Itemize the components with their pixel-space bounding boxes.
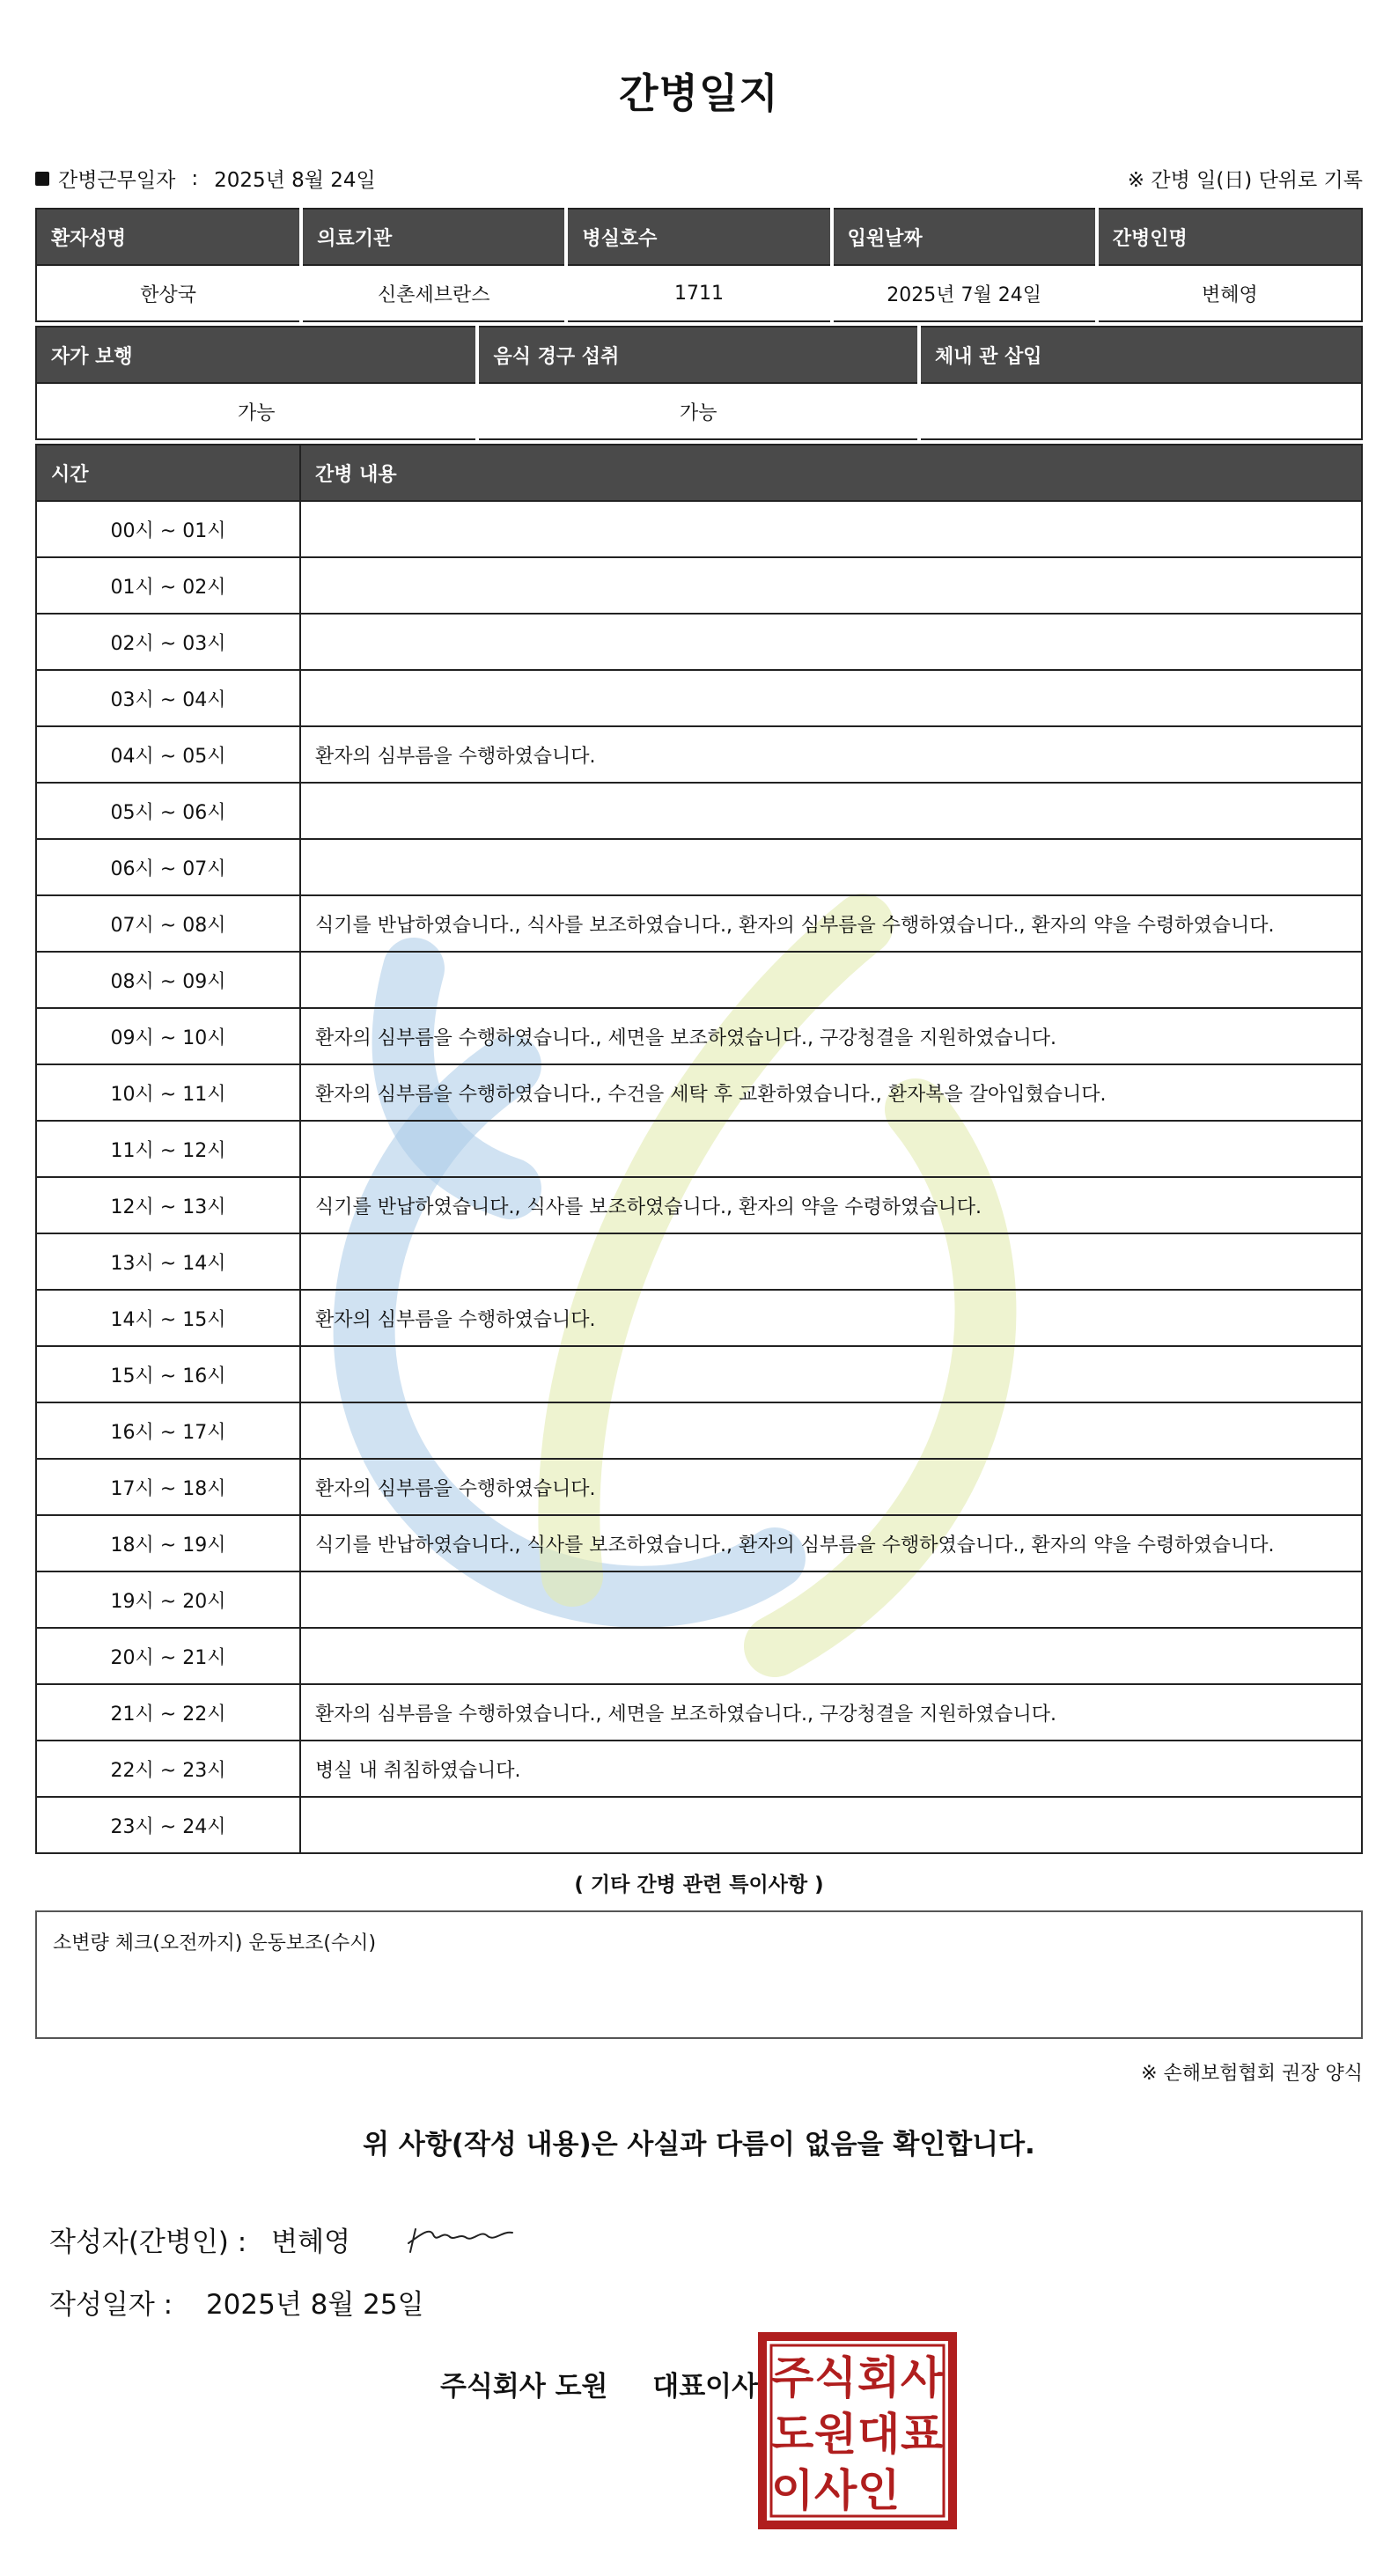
- log-time-cell: 17시 ~ 18시: [36, 1459, 300, 1515]
- log-content-cell: [300, 839, 1362, 895]
- log-content-cell: [300, 1121, 1362, 1177]
- table-row: [36, 726, 1362, 783]
- header-patient-name: 환자성명: [36, 209, 301, 265]
- patient-ability-table: [35, 326, 1363, 440]
- written-date-row: [49, 2282, 424, 2322]
- log-content-cell: [300, 1346, 1362, 1402]
- log-time-cell: 21시 ~ 22시: [36, 1684, 300, 1741]
- company-seal-icon: [757, 2331, 958, 2530]
- table-row: [36, 1797, 1362, 1853]
- log-content-cell: [300, 1402, 1362, 1459]
- tube-insertion-value: [919, 383, 1362, 439]
- table-row: [36, 1741, 1362, 1797]
- company-signature: [440, 2364, 758, 2403]
- header-care-content: 간병 내용: [300, 445, 1362, 501]
- page-title: 간병일지: [619, 70, 779, 117]
- log-time-cell: 04시 ~ 05시: [36, 726, 300, 783]
- log-content-cell: [300, 783, 1362, 839]
- log-content-cell: [300, 614, 1362, 670]
- log-content-cell: 식기를 반납하였습니다., 식사를 보조하였습니다., 환자의 심부름을 수행하였습니다., 환자의 약을 수령하였습니다.: [300, 1515, 1362, 1571]
- header-caregiver: 간병인명: [1097, 209, 1362, 265]
- log-content-cell: [300, 1628, 1362, 1684]
- writer-label: 작성자(간병인) :: [49, 2226, 247, 2258]
- log-content-cell: 환자의 심부름을 수행하였습니다.: [300, 726, 1362, 783]
- written-date-label: 작성일자 :: [49, 2289, 173, 2321]
- log-time-cell: 11시 ~ 12시: [36, 1121, 300, 1177]
- table-row: [36, 1008, 1362, 1064]
- header-admission-date: 입원날짜: [832, 209, 1097, 265]
- signature-icon: [403, 2217, 526, 2261]
- table-row: [36, 1346, 1362, 1402]
- writer-name: 변혜영: [271, 2226, 351, 2258]
- seal-text: 주식회사 도원대표 이사인: [771, 2352, 944, 2516]
- log-time-cell: 09시 ~ 10시: [36, 1008, 300, 1064]
- confirmation-statement: 위 사항(작성 내용)은 사실과 다름이 없음을 확인합니다.: [363, 2129, 1035, 2160]
- log-time-cell: 07시 ~ 08시: [36, 895, 300, 952]
- log-time-cell: 00시 ~ 01시: [36, 501, 300, 557]
- table-row: [36, 1515, 1362, 1571]
- table-row: [36, 1290, 1362, 1346]
- log-content-cell: 식기를 반납하였습니다., 식사를 보조하였습니다., 환자의 약을 수령하였습니다.: [300, 1177, 1362, 1233]
- walking-value: 가능: [36, 383, 477, 439]
- work-date-value: 2025년 8월 24일: [214, 169, 376, 192]
- caregiver-value: 변혜영: [1097, 265, 1362, 321]
- log-time-cell: 22시 ~ 23시: [36, 1741, 300, 1797]
- table-row: [36, 1628, 1362, 1684]
- log-content-cell: 환자의 심부름을 수행하였습니다., 수건을 세탁 후 교환하였습니다., 환자복을 갈아입혔습니다.: [300, 1064, 1362, 1121]
- log-content-cell: 환자의 심부름을 수행하였습니다., 세면을 보조하였습니다., 구강청결을 지원하였습니다.: [300, 1008, 1362, 1064]
- log-time-cell: 02시 ~ 03시: [36, 614, 300, 670]
- log-time-cell: 23시 ~ 24시: [36, 1797, 300, 1853]
- admission-date-value: 2025년 7월 24일: [832, 265, 1097, 321]
- header-tube-insertion: 체내 관 삽입: [919, 327, 1362, 383]
- log-content-cell: 환자의 심부름을 수행하였습니다.: [300, 1290, 1362, 1346]
- patient-name-value: 한상국: [36, 265, 301, 321]
- log-content-cell: 환자의 심부름을 수행하였습니다.: [300, 1459, 1362, 1515]
- table-row: [36, 1459, 1362, 1515]
- hospital-value: 신촌세브란스: [301, 265, 566, 321]
- log-time-cell: 08시 ~ 09시: [36, 952, 300, 1008]
- patient-info-table: [35, 208, 1363, 322]
- table-row: [36, 952, 1362, 1008]
- header-time: 시간: [36, 445, 300, 501]
- work-date-separator: :: [191, 166, 199, 190]
- work-date: [35, 164, 376, 193]
- unit-note: ※ 간병 일(日) 단위로 기록: [1127, 169, 1363, 192]
- log-content-cell: [300, 670, 1362, 726]
- header-room: 병실호수: [566, 209, 831, 265]
- table-row: [36, 895, 1362, 952]
- log-time-cell: 13시 ~ 14시: [36, 1233, 300, 1290]
- table-row: [36, 1177, 1362, 1233]
- company-name: 주식회사 도원: [440, 2371, 608, 2403]
- log-content-cell: 환자의 심부름을 수행하였습니다., 세면을 보조하였습니다., 구강청결을 지원하였습니다.: [300, 1684, 1362, 1741]
- header-walking: 자가 보행: [36, 327, 477, 383]
- table-row: [36, 614, 1362, 670]
- writer-row: [49, 2217, 526, 2261]
- table-row: [36, 1121, 1362, 1177]
- table-row: [36, 670, 1362, 726]
- log-time-cell: 20시 ~ 21시: [36, 1628, 300, 1684]
- care-log-body: [36, 501, 1362, 1853]
- form-source-note: ※ 손해보험협회 권장 양식: [1141, 2063, 1363, 2085]
- written-date-value: 2025년 8월 25일: [205, 2289, 424, 2321]
- remarks-title: ( 기타 간병 관련 특이사항 ): [574, 1873, 824, 1896]
- log-content-cell: [300, 1571, 1362, 1628]
- log-time-cell: 12시 ~ 13시: [36, 1177, 300, 1233]
- log-time-cell: 16시 ~ 17시: [36, 1402, 300, 1459]
- header-oral-intake: 음식 경구 섭취: [477, 327, 918, 383]
- log-time-cell: 03시 ~ 04시: [36, 670, 300, 726]
- table-row: [36, 501, 1362, 557]
- log-content-cell: [300, 952, 1362, 1008]
- remarks-box: 소변량 체크(오전까지) 운동보조(수시): [35, 1910, 1363, 2039]
- table-row: [36, 1571, 1362, 1628]
- log-time-cell: 05시 ~ 06시: [36, 783, 300, 839]
- table-row: [36, 839, 1362, 895]
- oral-intake-value: 가능: [477, 383, 918, 439]
- log-content-cell: 병실 내 취침하였습니다.: [300, 1741, 1362, 1797]
- table-row: [36, 557, 1362, 614]
- company-ceo-title: 대표이사: [652, 2371, 759, 2403]
- log-time-cell: 15시 ~ 16시: [36, 1346, 300, 1402]
- table-row: [36, 1233, 1362, 1290]
- log-content-cell: [300, 501, 1362, 557]
- log-time-cell: 06시 ~ 07시: [36, 839, 300, 895]
- table-row: [36, 1402, 1362, 1459]
- table-row: [36, 1064, 1362, 1121]
- log-time-cell: 01시 ~ 02시: [36, 557, 300, 614]
- log-content-cell: 식기를 반납하였습니다., 식사를 보조하였습니다., 환자의 심부름을 수행하였습니다., 환자의 약을 수령하였습니다.: [300, 895, 1362, 952]
- log-time-cell: 14시 ~ 15시: [36, 1290, 300, 1346]
- work-date-label: 간병근무일자: [58, 169, 176, 192]
- table-row: [36, 1684, 1362, 1741]
- log-time-cell: 10시 ~ 11시: [36, 1064, 300, 1121]
- table-row: [36, 783, 1362, 839]
- room-value: 1711: [566, 265, 831, 321]
- log-time-cell: 19시 ~ 20시: [36, 1571, 300, 1628]
- care-log-table: [35, 444, 1363, 1854]
- log-content-cell: [300, 1233, 1362, 1290]
- log-time-cell: 18시 ~ 19시: [36, 1515, 300, 1571]
- bullet-square-icon: [35, 172, 49, 186]
- meta-row: [35, 164, 1363, 195]
- log-content-cell: [300, 557, 1362, 614]
- log-content-cell: [300, 1797, 1362, 1853]
- header-hospital: 의료기관: [301, 209, 566, 265]
